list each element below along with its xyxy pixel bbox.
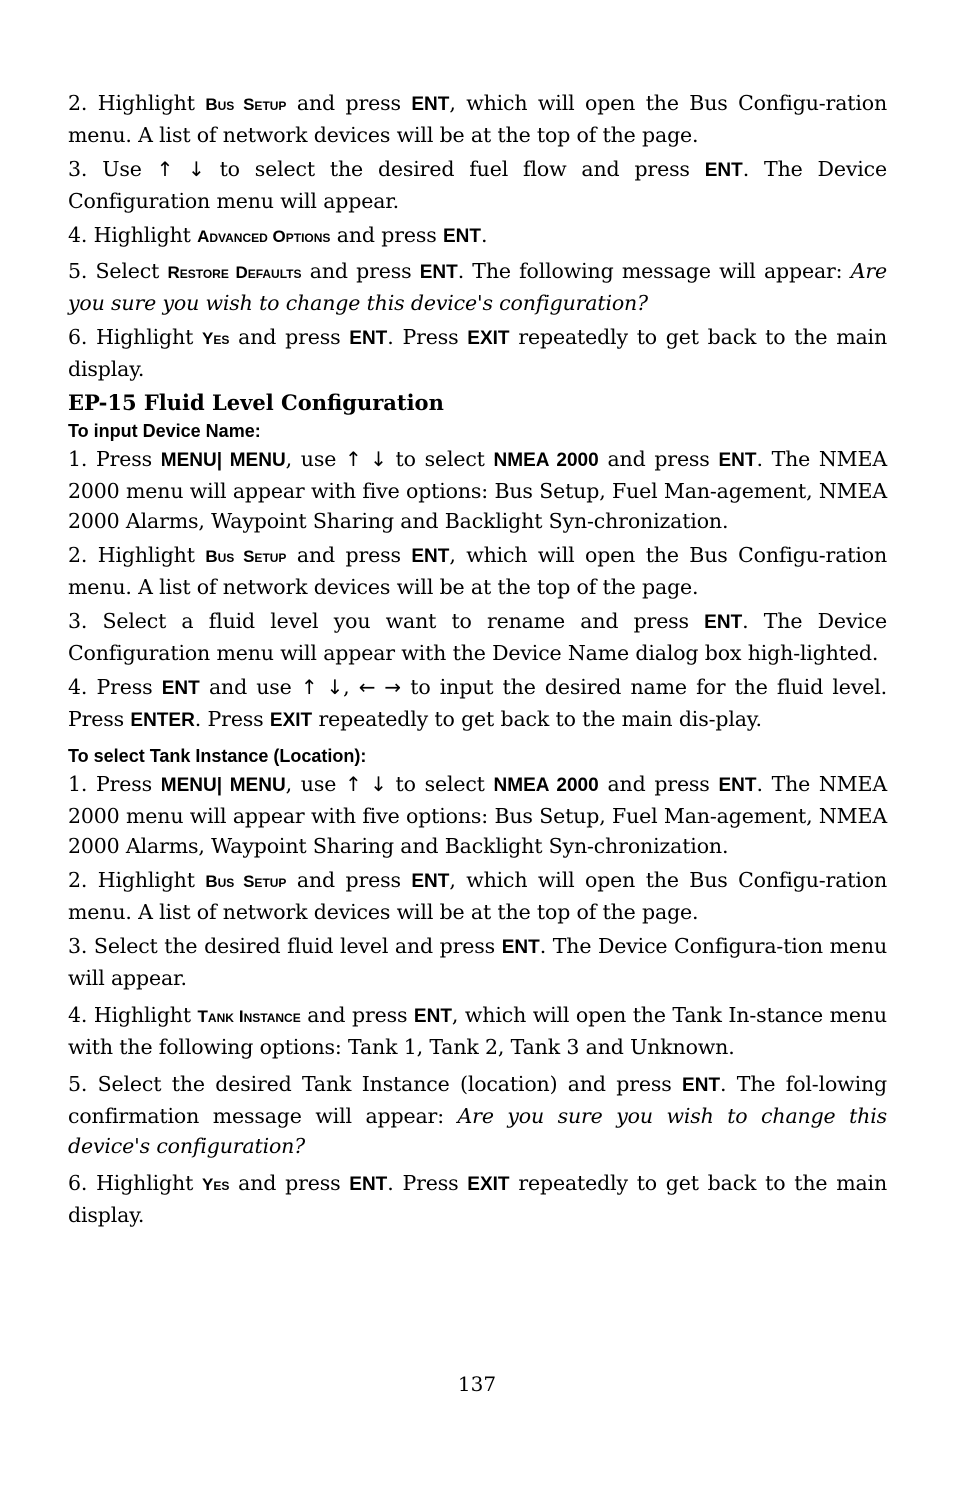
key-ent: ENT <box>704 612 743 633</box>
up-down-arrow-icon: ↑ ↓ <box>300 675 344 699</box>
text: , which will open the Bus Configu-ration menu. A list of network devices will be at the top of the page. <box>68 868 888 924</box>
key-ent: ENT <box>349 1174 388 1195</box>
menu-key-bus-setup: Bus Setup <box>205 95 287 114</box>
text: . Press <box>387 325 468 349</box>
step-bus-setup <box>68 865 887 927</box>
text: , which will open the Bus Configu-ration menu. A list of network devices will be at the top of the page. <box>68 91 888 147</box>
menu-key-yes: Yes <box>202 1175 230 1194</box>
step-highlight-yes <box>68 322 887 384</box>
step-restore-defaults <box>68 256 887 318</box>
step-press-menu <box>68 444 887 536</box>
key-ent: ENT <box>161 678 200 699</box>
left-right-arrow-icon: ← → <box>358 675 402 699</box>
text: . The Device Configuration menu will appear. <box>68 157 887 213</box>
text: . The fol-lowing confirmation message will appear: <box>68 1072 887 1128</box>
text: , use <box>285 772 345 796</box>
confirmation-message: Are you sure you wish to change this device's configuration? <box>68 1104 887 1158</box>
text: . Press <box>387 1171 468 1195</box>
key-ent: ENT <box>718 450 757 471</box>
text: . The Device Configuration menu will appear with the Device Name dialog box high-lighted. <box>68 609 887 665</box>
text: and press <box>598 772 719 796</box>
step-select-tank-instance <box>68 1069 887 1161</box>
text: . Press <box>194 707 270 731</box>
key-enter: ENTER <box>130 710 195 731</box>
text: 4. Highlight <box>68 1003 198 1027</box>
key-exit: EXIT <box>269 710 313 731</box>
up-down-arrow-icon: ↑ ↓ <box>344 772 387 796</box>
subheading-tank-instance: To select Tank Instance (Location): <box>68 746 367 766</box>
subheading-device-name: To input Device Name: <box>68 421 261 441</box>
text: and press <box>300 1003 414 1027</box>
text: 6. Highlight <box>68 325 202 349</box>
text: repeatedly to get back to the main display. <box>68 325 888 381</box>
up-down-arrow-icon: ↑ ↓ <box>156 157 205 181</box>
menu-key-advanced-options: Advanced Options <box>197 227 331 246</box>
text: 4. Highlight <box>68 223 198 247</box>
text: . The Device Configura-tion menu will appear. <box>68 934 887 990</box>
text: . The NMEA 2000 menu will appear with five options: Bus Setup, Fuel Man-agement, NMEA 2000 Alarms, Waypoint Sharing and Backlight Syn-chronization. <box>68 772 887 858</box>
confirmation-message: Are you sure you wish to change this device's configuration? <box>68 259 887 315</box>
key-menu-menu: MENU| MENU <box>160 775 286 796</box>
key-ent: ENT <box>413 1006 452 1027</box>
step-input-name <box>68 672 887 736</box>
text: , use <box>285 447 345 471</box>
step-press-menu <box>68 769 887 861</box>
text: 1. Press <box>68 772 161 796</box>
step-select-fuel-flow <box>68 154 887 216</box>
text: 6. Highlight <box>68 1171 202 1195</box>
text: and press <box>229 325 350 349</box>
key-exit: EXIT <box>467 1174 510 1195</box>
key-nmea-2000: NMEA 2000 <box>493 450 599 471</box>
key-ent: ENT <box>442 226 481 247</box>
text: to input the desired name for the fluid level. Press <box>68 675 887 731</box>
key-exit: EXIT <box>467 328 510 349</box>
text: to select <box>386 447 494 471</box>
text: repeatedly to get back to the main dis-play. <box>312 707 762 731</box>
text: to select the desired fuel flow and press <box>204 157 705 181</box>
text: and use <box>199 675 301 699</box>
text: , which will open the Bus Configu-ration menu. A list of network devices will be at the top of the page. <box>68 543 888 599</box>
text: repeatedly to get back to the main display. <box>68 1171 888 1227</box>
text: 1. Press <box>68 447 161 471</box>
key-ent: ENT <box>411 546 450 567</box>
step-highlight-yes <box>68 1168 887 1230</box>
text: . The following message will appear: <box>457 259 851 283</box>
text: 3. Use <box>68 157 157 181</box>
step-tank-instance <box>68 1000 887 1062</box>
menu-key-restore-defaults: Restore Defaults <box>167 263 302 282</box>
key-menu-menu: MENU| MENU <box>160 450 286 471</box>
text: 5. Select <box>68 259 168 283</box>
text: and press <box>598 447 719 471</box>
step-bus-setup <box>68 88 887 150</box>
text: , which will open the Tank In-stance menu with the following options: Tank 1, Tank 2, Tank 3 and Unknown. <box>68 1003 887 1059</box>
text: . <box>480 223 488 247</box>
key-ent: ENT <box>682 1075 721 1096</box>
text: and press <box>286 91 412 115</box>
menu-key-bus-setup: Bus Setup <box>205 872 287 891</box>
text: 2. Highlight <box>68 868 206 892</box>
text: and press <box>286 868 412 892</box>
key-nmea-2000: NMEA 2000 <box>493 775 599 796</box>
text: and press <box>286 543 412 567</box>
text: 3. Select a fluid level you want to rename and press <box>68 609 705 633</box>
text: . The NMEA 2000 menu will appear with five options: Bus Setup, Fuel Man-agement, NMEA 2000 Alarms, Waypoint Sharing and Backlight Syn-chronization. <box>68 447 887 533</box>
menu-key-tank-instance: Tank Instance <box>197 1007 301 1026</box>
text: and press <box>301 259 420 283</box>
key-ent: ENT <box>411 871 450 892</box>
key-ent: ENT <box>411 94 450 115</box>
key-ent: ENT <box>718 775 757 796</box>
step-select-fluid-level <box>68 931 887 993</box>
page-number: 137 <box>457 1372 497 1396</box>
menu-key-bus-setup: Bus Setup <box>205 547 287 566</box>
step-select-fluid-level-rename <box>68 606 887 668</box>
key-ent: ENT <box>419 262 458 283</box>
section-title: EP-15 Fluid Level Configuration <box>68 390 444 415</box>
step-advanced-options <box>68 220 887 252</box>
up-down-arrow-icon: ↑ ↓ <box>344 447 387 471</box>
text: 4. Press <box>68 675 162 699</box>
menu-key-yes: Yes <box>202 329 230 348</box>
text: 3. Select the desired fluid level and press <box>68 934 502 958</box>
text: 5. Select the desired Tank Instance (location) and press <box>68 1072 683 1096</box>
text: 2. Highlight <box>68 543 206 567</box>
text: 2. Highlight <box>68 91 206 115</box>
key-ent: ENT <box>501 937 540 958</box>
text: to select <box>386 772 494 796</box>
key-ent: ENT <box>704 160 743 181</box>
text: and press <box>330 223 443 247</box>
step-bus-setup <box>68 540 887 602</box>
text: and press <box>229 1171 350 1195</box>
text: , <box>343 675 359 699</box>
key-ent: ENT <box>349 328 388 349</box>
